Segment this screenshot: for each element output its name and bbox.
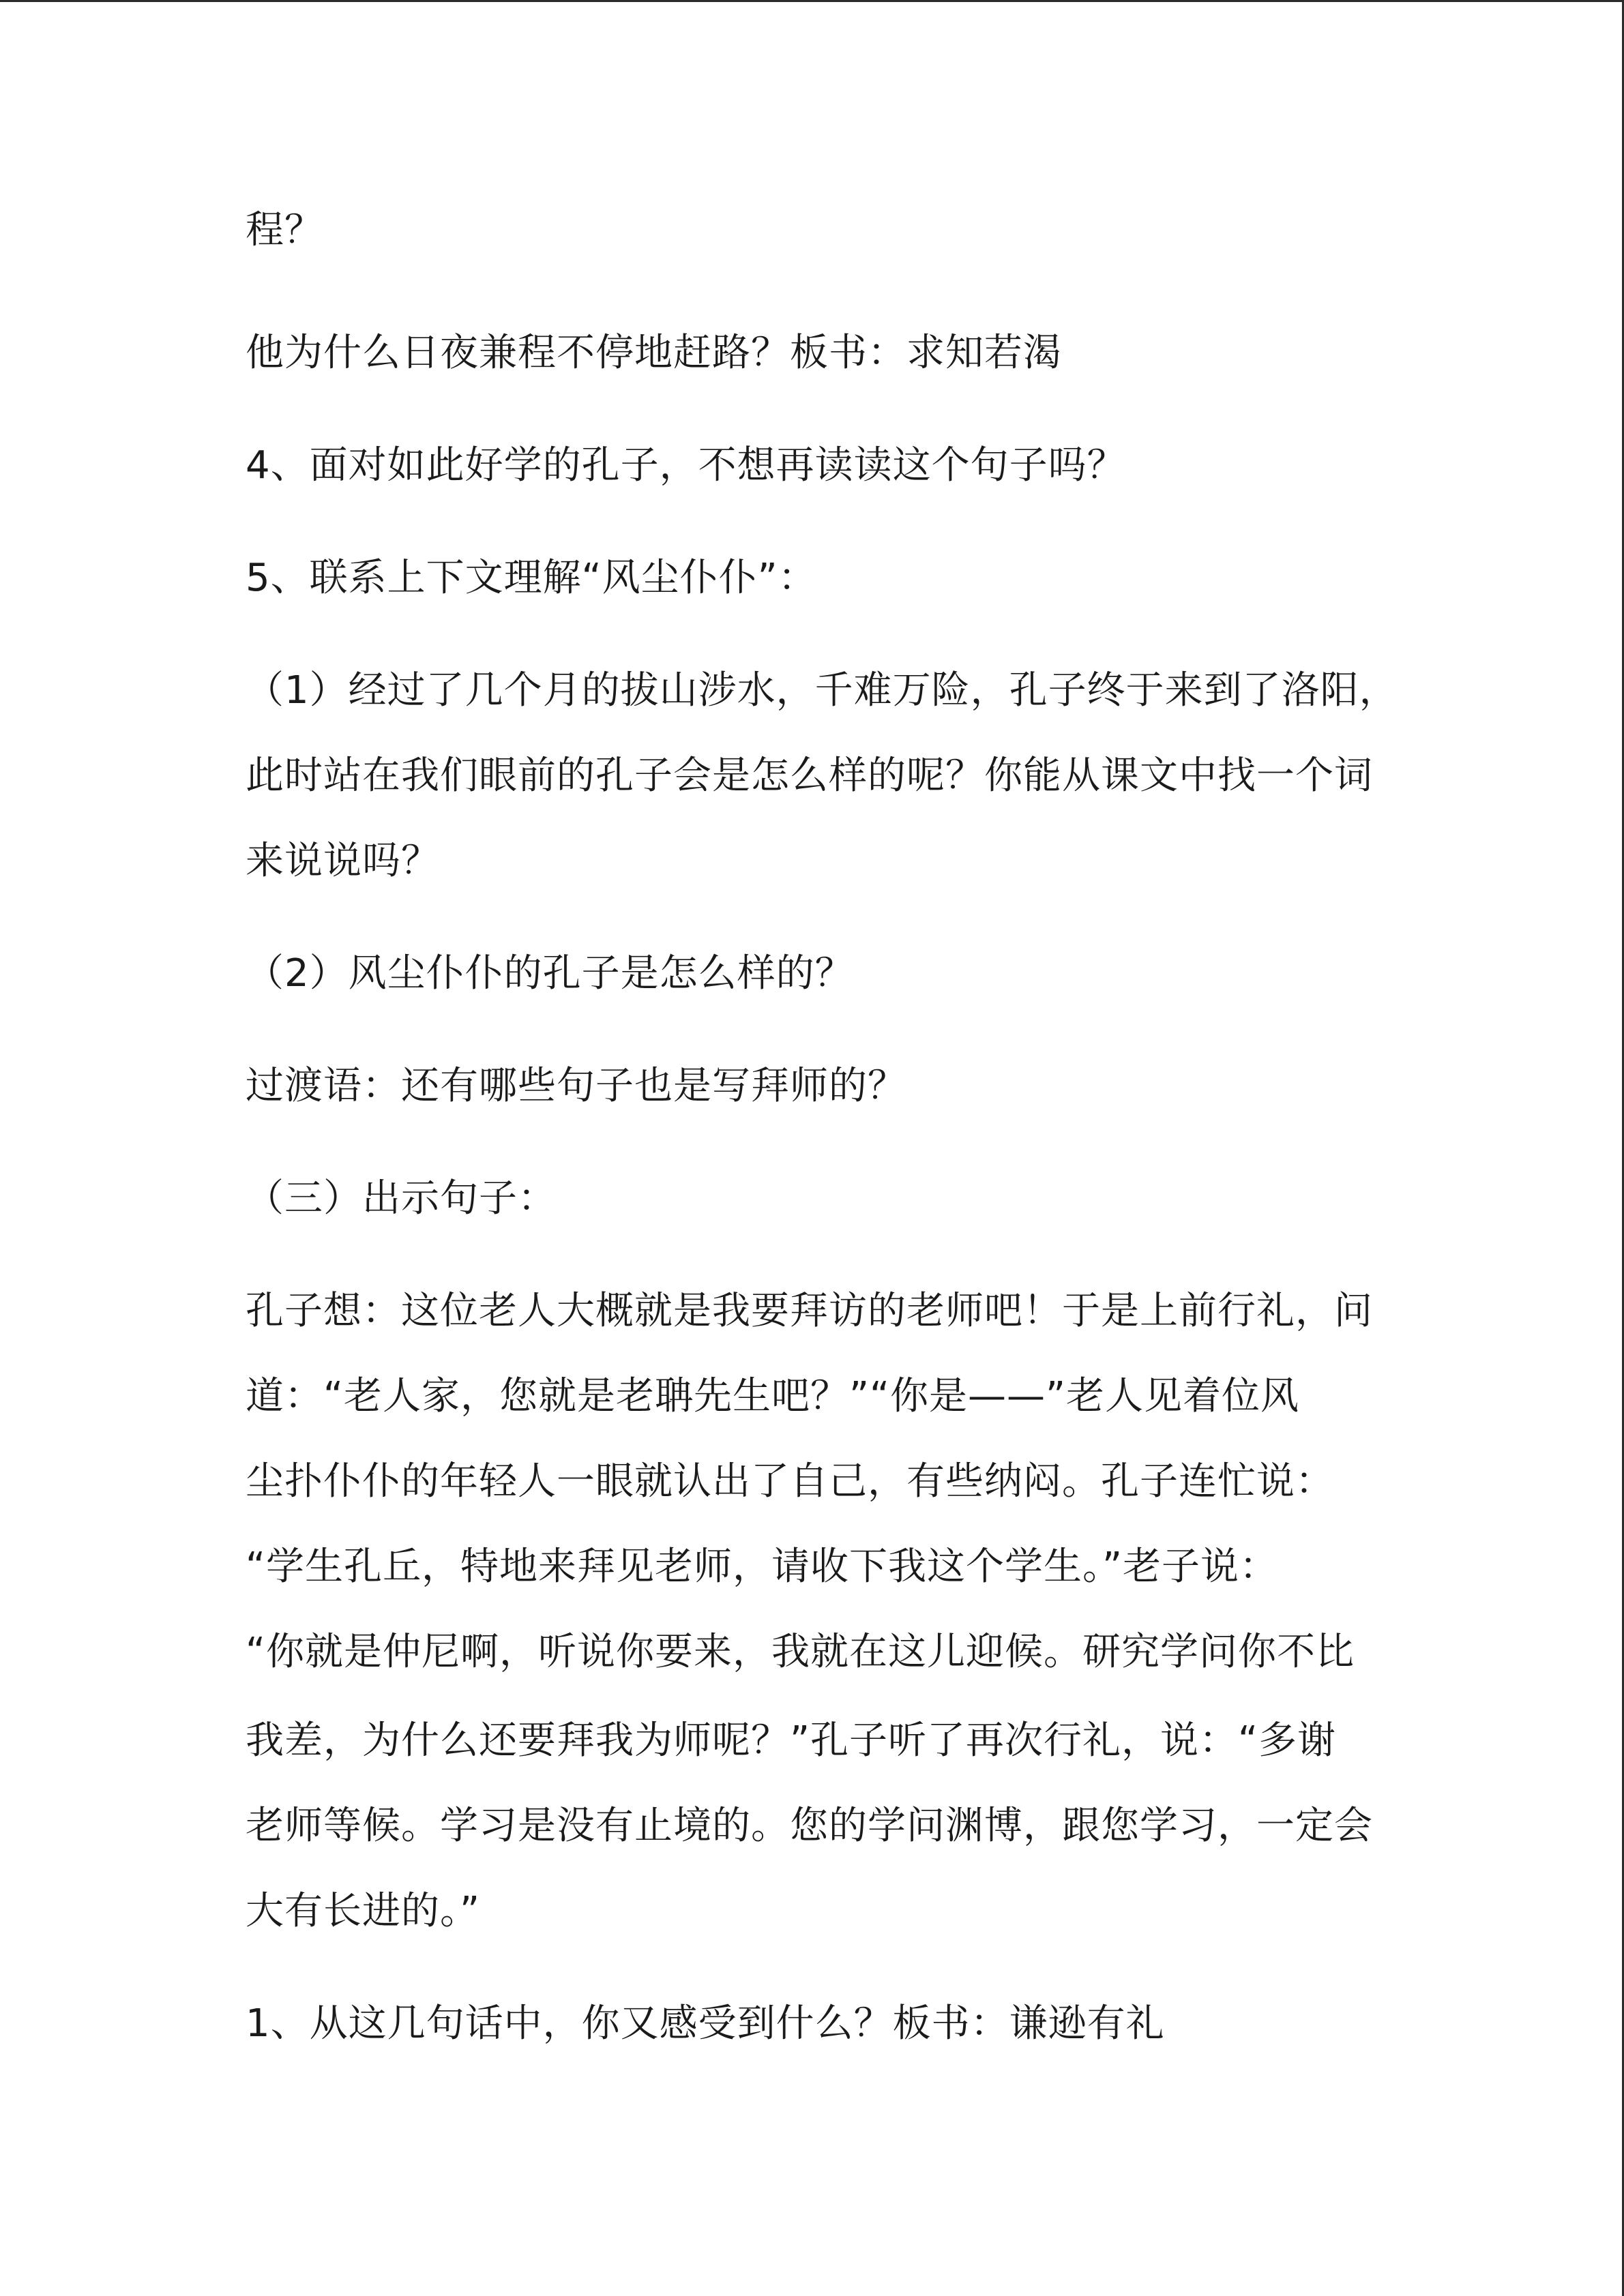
- text-line: 此时站在我们眼前的孔子会是怎么样的呢？你能从课文中找一个词: [246, 754, 1373, 798]
- text-line: 他为什么日夜兼程不停地赶路？板书：求知若渴: [246, 331, 1062, 375]
- text-line: （三）出示句子：: [246, 1176, 557, 1221]
- text-line: 过渡语：还有哪些句子也是写拜师的？: [246, 1064, 906, 1108]
- text-line: 程？: [246, 208, 323, 252]
- text-line: 5、联系上下文理解“风尘仆仆”：: [246, 556, 817, 600]
- text-line: 尘扑仆仆的年轻人一眼就认出了自己，有些纳闷。孔子连忙说：: [246, 1459, 1334, 1504]
- text-line: （2）风尘仆仆的孔子是怎么样的？: [246, 951, 854, 996]
- text-line: “你就是仲尼啊，听说你要来，我就在这儿迎候。研究学问你不比: [246, 1630, 1355, 1674]
- text-line: 4、面对如此好学的孔子，不想再读读这个句子吗？: [246, 443, 1126, 488]
- text-line: 大有长进的。”: [246, 1889, 481, 1933]
- text-line: （1）经过了几个月的拔山涉水，千难万险，孔子终于来到了洛阳，: [246, 668, 1398, 713]
- text-line: 老师等候。学习是没有止境的。您的学问渊博，跟您学习，一定会: [246, 1804, 1373, 1848]
- text-line: 我差，为什么还要拜我为师呢？”孔子听了再次行礼，说：“多谢: [246, 1718, 1337, 1763]
- text-line: 来说说吗？: [246, 839, 440, 883]
- text-line: “学生孔丘，特地来拜见老师，请收下我这个学生。”老子说：: [246, 1545, 1279, 1589]
- text-line: 道：“老人家，您就是老聃先生吧？”“你是——”老人见着位风: [246, 1374, 1300, 1418]
- text-line: 1、从这几句话中，你又感受到什么？板书：谦逊有礼: [246, 2001, 1165, 2046]
- text-line: 孔子想：这位老人大概就是我要拜访的老师吧！于是上前行礼，问: [246, 1289, 1373, 1333]
